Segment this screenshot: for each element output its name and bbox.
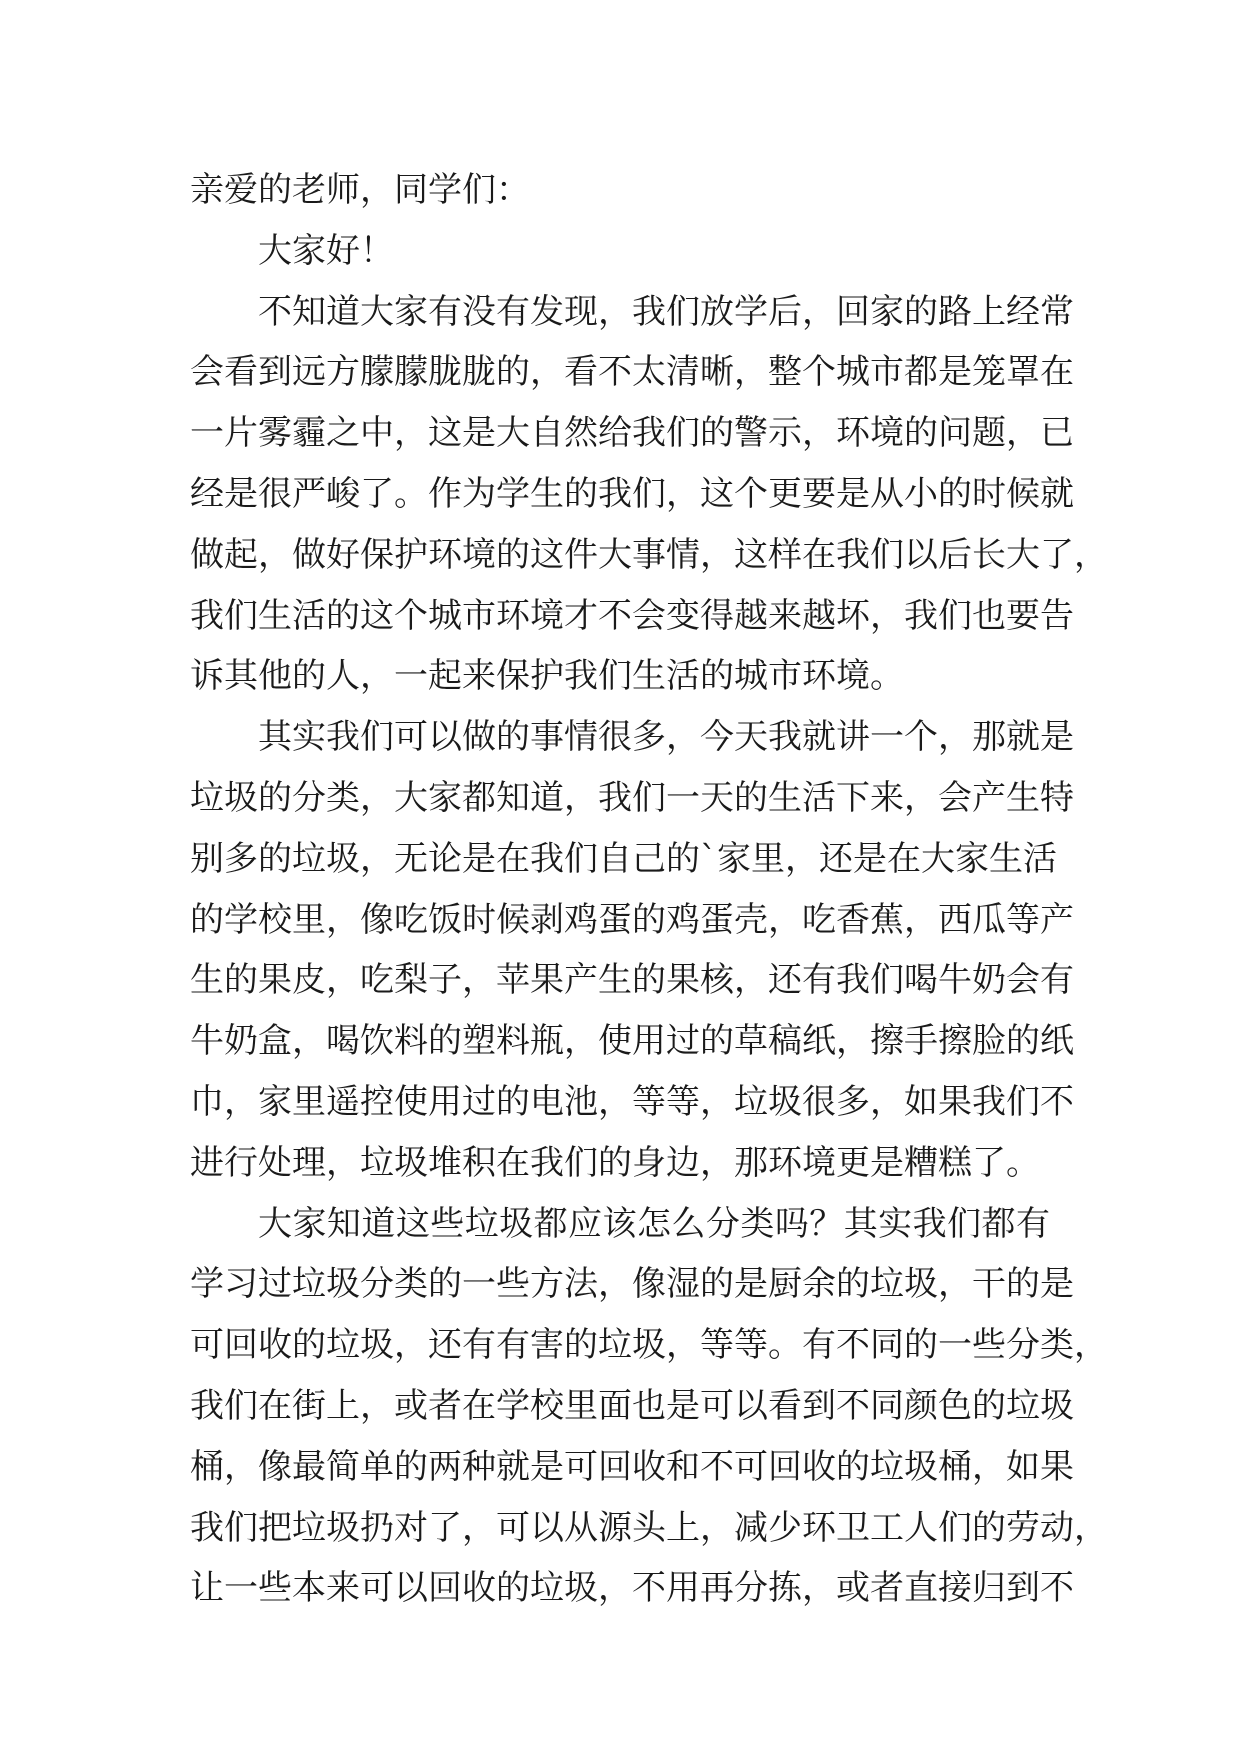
paragraph-line: 让一些本来可以回收的垃圾，不用再分拣，或者直接归到不 <box>190 1568 1074 1609</box>
paragraph-line: 可回收的垃圾，还有有害的垃圾，等等。有不同的一些分类， <box>190 1325 1108 1366</box>
paragraph-line: 巾，家里遥控使用过的电池，等等，垃圾很多，如果我们不 <box>190 1081 1074 1122</box>
paragraph-line: 其实我们可以做的事情很多，今天我就讲一个，那就是 <box>258 717 1074 758</box>
paragraph-line: 牛奶盒，喝饮料的塑料瓶，使用过的草稿纸，擦手擦脸的纸 <box>190 1021 1074 1062</box>
paragraph-line: 别多的垃圾，无论是在我们自己的`家里，还是在大家生活 <box>190 838 1057 879</box>
paragraph-line: 我们把垃圾扔对了，可以从源头上，减少环卫工人们的劳动， <box>190 1507 1108 1548</box>
paragraph-line: 学习过垃圾分类的一些方法，像湿的是厨余的垃圾，干的是 <box>190 1264 1074 1305</box>
paragraph-line: 会看到远方朦朦胧胧的，看不太清晰，整个城市都是笼罩在 <box>190 352 1074 393</box>
paragraph-line: 经是很严峻了。作为学生的我们，这个更要是从小的时候就 <box>190 473 1074 514</box>
letter-body <box>190 160 1108 1619</box>
paragraph-greeting <box>190 221 1050 282</box>
paragraph-line: 垃圾的分类，大家都知道，我们一天的生活下来，会产生特 <box>190 777 1074 818</box>
paragraph-line: 一片雾霾之中，这是大自然给我们的警示，环境的问题，已 <box>190 413 1074 454</box>
paragraph-line: 大家好！ <box>258 230 394 271</box>
paragraph-line: 桶，像最简单的两种就是可回收和不可回收的垃圾桶，如果 <box>190 1446 1074 1487</box>
paragraph-line: 不知道大家有没有发现，我们放学后，回家的路上经常 <box>258 291 1074 332</box>
paragraph-line: 我们在街上，或者在学校里面也是可以看到不同颜色的垃圾 <box>190 1385 1074 1426</box>
paragraph-line: 大家知道这些垃圾都应该怎么分类吗？其实我们都有 <box>258 1203 1050 1244</box>
paragraph-line: 进行处理，垃圾堆积在我们的身边，那环境更是糟糕了。 <box>190 1142 1040 1183</box>
paragraph-line: 的学校里，像吃饭时候剥鸡蛋的鸡蛋壳，吃香蕉，西瓜等产 <box>190 899 1074 940</box>
paragraph-line: 诉其他的人，一起来保护我们生活的城市环境。 <box>190 656 904 697</box>
paragraph-line: 我们生活的这个城市环境才不会变得越来越坏，我们也要告 <box>190 595 1074 636</box>
paragraph-line: 生的果皮，吃梨子，苹果产生的果核，还有我们喝牛奶会有 <box>190 960 1074 1001</box>
salutation: 亲爱的老师，同学们： <box>190 170 530 210</box>
paragraph-garbage <box>190 707 1074 1193</box>
paragraph-haze <box>190 282 1108 708</box>
paragraph-sorting <box>190 1194 1108 1620</box>
paragraph-line: 做起，做好保护环境的这件大事情，这样在我们以后长大了， <box>190 534 1108 575</box>
